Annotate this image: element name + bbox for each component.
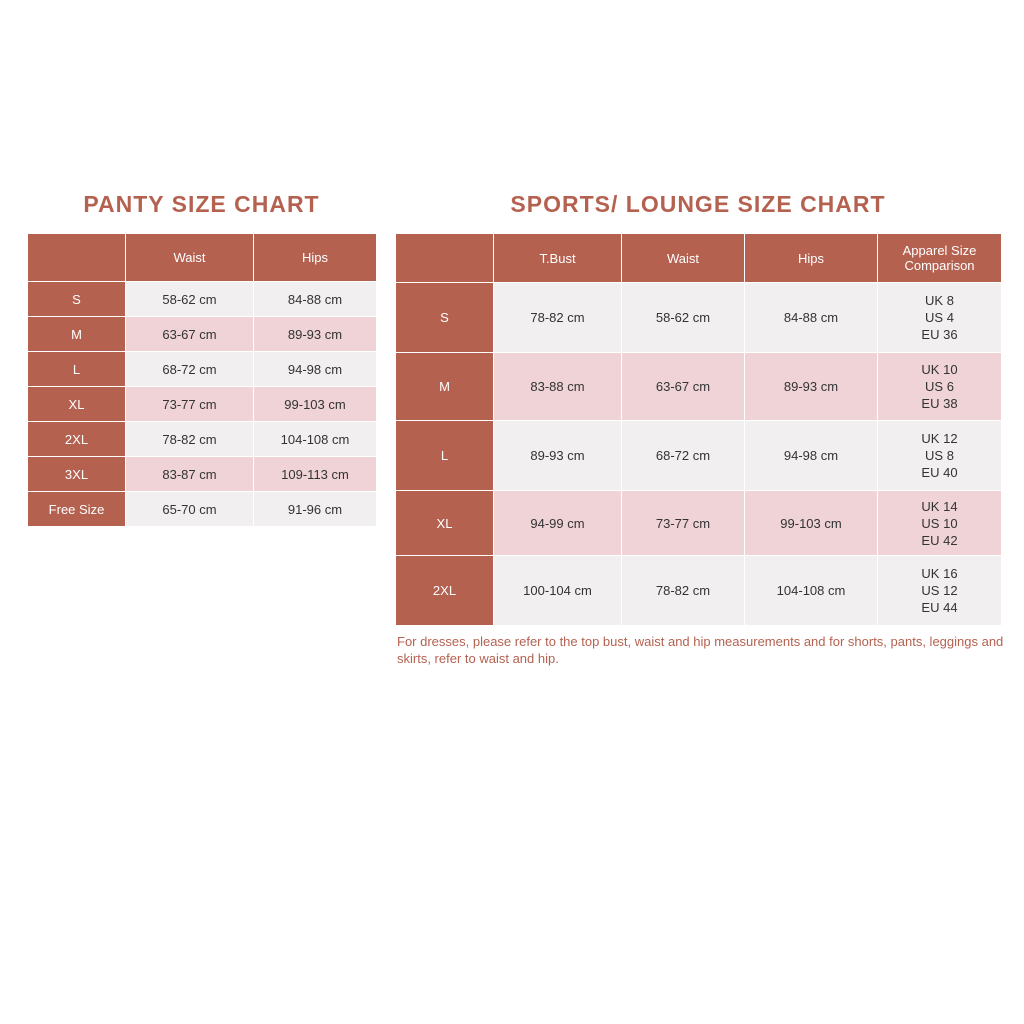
table-row — [28, 282, 377, 317]
header-bust: T.Bust — [494, 234, 622, 283]
apparel-comparison-cell — [878, 353, 1002, 421]
table-row — [396, 283, 1002, 353]
bust-value: 89-93 cm — [494, 421, 622, 491]
panty-chart-title: PANTY SIZE CHART — [83, 191, 320, 217]
waist-value: 63-67 cm — [126, 317, 254, 352]
eu-size: EU 36 — [921, 327, 958, 342]
hips-value: 99-103 cm — [254, 387, 377, 422]
waist-value: 68-72 cm — [126, 352, 254, 387]
waist-value: 78-82 cm — [622, 556, 745, 626]
size-label: L — [28, 352, 126, 387]
us-size: US 12 — [921, 583, 958, 598]
header-size — [28, 234, 126, 282]
size-label: S — [396, 283, 494, 353]
table-row — [28, 317, 377, 352]
eu-size: EU 38 — [921, 396, 958, 411]
waist-value: 68-72 cm — [622, 421, 745, 491]
sports-size-table — [395, 233, 1002, 626]
bust-value: 100-104 cm — [494, 556, 622, 626]
table-row — [28, 492, 377, 527]
size-label: M — [28, 317, 126, 352]
uk-size: UK 14 — [921, 498, 958, 514]
waist-value: 73-77 cm — [622, 491, 745, 556]
table-row — [28, 352, 377, 387]
hips-value: 104-108 cm — [254, 422, 377, 457]
header-waist: Waist — [126, 234, 254, 282]
apparel-comparison-cell — [878, 556, 1002, 626]
waist-value: 65-70 cm — [126, 492, 254, 527]
waist-value: 58-62 cm — [126, 282, 254, 317]
table-header-row — [396, 234, 1002, 283]
us-size: US 8 — [925, 448, 954, 463]
bust-value: 78-82 cm — [494, 283, 622, 353]
size-label: XL — [396, 491, 494, 556]
uk-size: UK 8 — [925, 293, 954, 308]
hips-value: 109-113 cm — [254, 457, 377, 492]
us-size: US 4 — [925, 310, 954, 325]
eu-size: EU 42 — [921, 532, 958, 548]
table-row — [396, 556, 1002, 626]
bust-value: 83-88 cm — [494, 353, 622, 421]
size-label: 2XL — [396, 556, 494, 626]
apparel-comparison-cell — [878, 491, 1002, 556]
waist-value: 73-77 cm — [126, 387, 254, 422]
header-apparel-comparison: Apparel Size Comparison — [878, 234, 1002, 283]
hips-value: 94-98 cm — [745, 421, 878, 491]
hips-value: 89-93 cm — [254, 317, 377, 352]
table-row — [396, 491, 1002, 556]
size-label: 2XL — [28, 422, 126, 457]
waist-value: 78-82 cm — [126, 422, 254, 457]
table-row — [28, 422, 377, 457]
size-label: L — [396, 421, 494, 491]
bust-value: 94-99 cm — [494, 491, 622, 556]
table-row — [28, 457, 377, 492]
hips-value: 94-98 cm — [254, 352, 377, 387]
us-size: US 10 — [921, 515, 958, 531]
size-label: 3XL — [28, 457, 126, 492]
table-row — [396, 353, 1002, 421]
waist-value: 83-87 cm — [126, 457, 254, 492]
size-label: XL — [28, 387, 126, 422]
size-label: M — [396, 353, 494, 421]
panty-size-table — [27, 233, 377, 527]
hips-value: 104-108 cm — [745, 556, 878, 626]
size-label: Free Size — [28, 492, 126, 527]
hips-value: 89-93 cm — [745, 353, 878, 421]
measurement-note: For dresses, please refer to the top bust, waist and hip measurements and for shorts, pants, leggings and skirts, refer to waist and hip. — [397, 634, 1004, 666]
table-row — [396, 421, 1002, 491]
header-hips: Hips — [745, 234, 878, 283]
waist-value: 63-67 cm — [622, 353, 745, 421]
table-header-row — [28, 234, 377, 282]
eu-size: EU 40 — [921, 465, 958, 480]
hips-value: 84-88 cm — [745, 283, 878, 353]
header-waist: Waist — [622, 234, 745, 283]
uk-size: UK 12 — [921, 431, 958, 446]
hips-value: 99-103 cm — [745, 491, 878, 556]
header-size — [396, 234, 494, 283]
eu-size: EU 44 — [921, 600, 958, 615]
header-hips: Hips — [254, 234, 377, 282]
us-size: US 6 — [925, 379, 954, 394]
hips-value: 84-88 cm — [254, 282, 377, 317]
uk-size: UK 10 — [921, 362, 958, 377]
size-label: S — [28, 282, 126, 317]
apparel-comparison-cell — [878, 283, 1002, 353]
hips-value: 91-96 cm — [254, 492, 377, 527]
table-row — [28, 387, 377, 422]
apparel-comparison-cell — [878, 421, 1002, 491]
uk-size: UK 16 — [921, 566, 958, 581]
waist-value: 58-62 cm — [622, 283, 745, 353]
sports-chart-title: SPORTS/ LOUNGE SIZE CHART — [510, 191, 886, 217]
